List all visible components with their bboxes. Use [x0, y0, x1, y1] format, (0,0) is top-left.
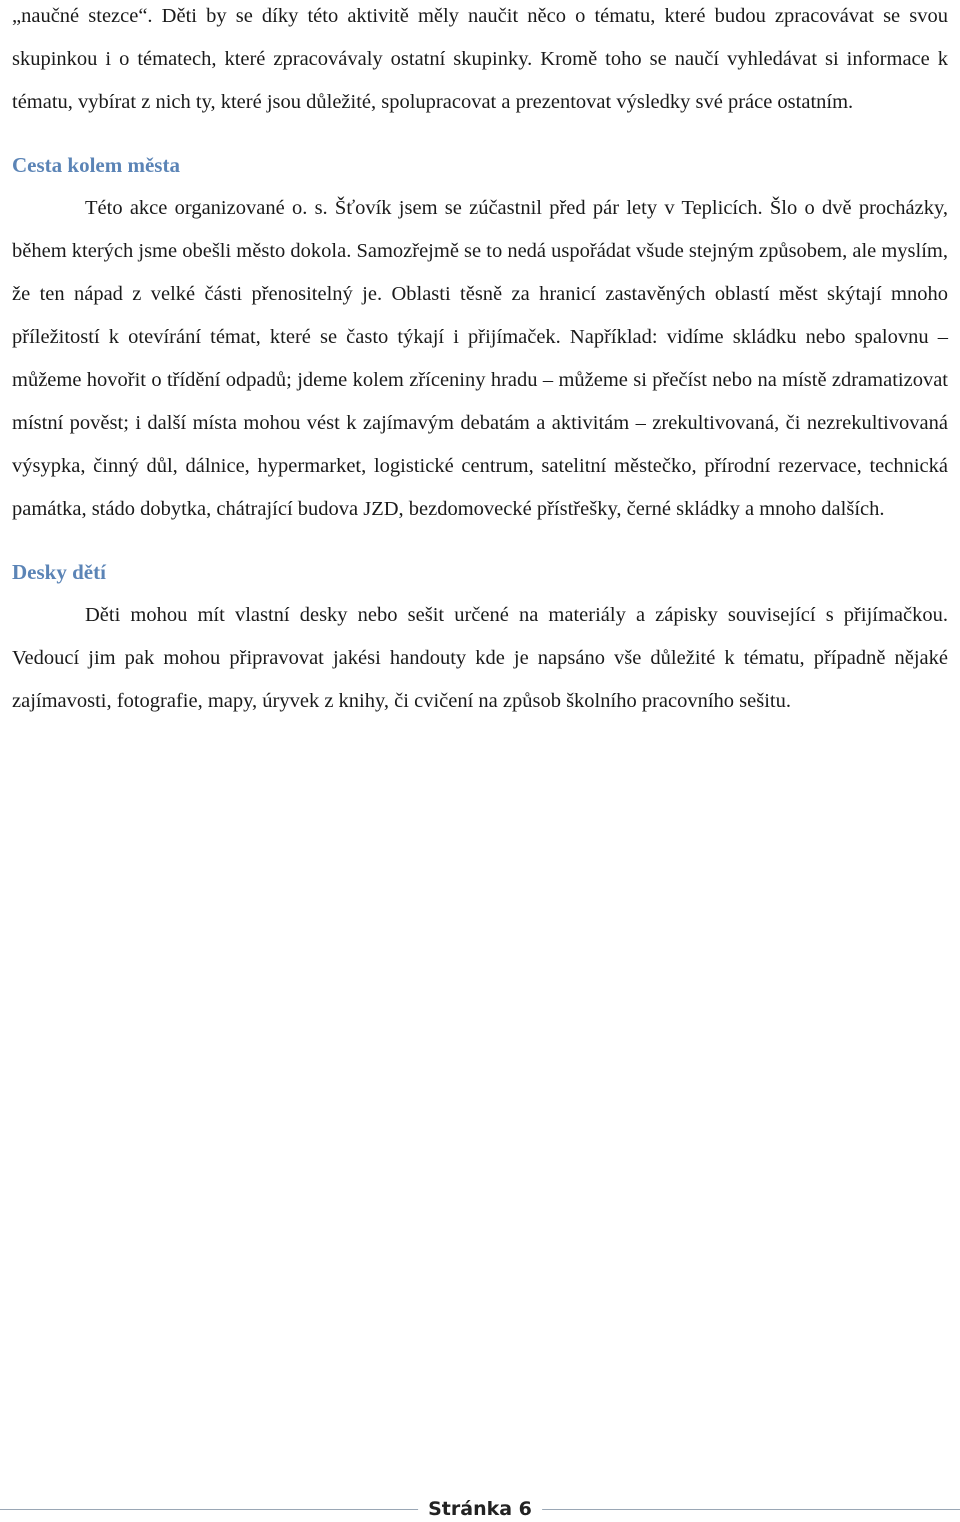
- folders-paragraph: Děti mohou mít vlastní desky nebo sešit určené na materiály a zápisky související s přijímačkou. Vedoucí jim pak mohou připravovat jakési handouty kde je napsáno vše důležité k tématu, případně nějaké zajímavosti, fotografie, mapy, úryvek z knihy, či cvičení na způsob školního pracovního sešitu.: [12, 604, 948, 712]
- intro-paragraph: „naučné stezce“. Děti by se díky této aktivitě měly naučit něco o tématu, které budou zpracovávat se svou skupinkou i o tématech, které zpracovávaly ostatní skupinky. Kromě toho se naučí vyhledávat si informace k tématu, vybírat z nich ty, které jsou důležité, spolupracovat a prezentovat výsledky své práce ostatním.: [12, 5, 948, 113]
- section-heading-folders: Desky dětí: [12, 560, 106, 584]
- page-footer: [0, 1496, 960, 1522]
- section-heading-city-walk: Cesta kolem města: [12, 153, 180, 177]
- page-number: Stránka 6: [418, 1496, 542, 1522]
- city-walk-paragraph: Této akce organizované o. s. Šťovík jsem se zúčastnil před pár lety v Teplicích. Šlo o dvě procházky, během kterých jsme obešli město dokola. Samozřejmě se to nedá uspořádat všude stejným způsobem, ale myslím, že ten nápad z velké části přenositelný je. Oblasti těsně za hranicí zastavěných oblastí měst skýtají mnoho příležitostí k otevírání témat, které se často týkají i přijímaček. Například: vidíme skládku nebo spalovnu – můžeme hovořit o třídění odpadů; jdeme kolem zříceniny hradu – můžeme si přečíst nebo na místě zdramatizovat místní pověst; i další místa mohou vést k zajímavým debatám a aktivitám – zrekultivovaná, či nezrekultivovaná výsypka, činný důl, dálnice, hypermarket, logistické centrum, satelitní městečko, přírodní rezervace, technická památka, stádo dobytka, chátrající budova JZD, bezdomovecké přístřešky, černé skládky a mnoho dalších.: [12, 197, 948, 520]
- document-page: [12, 0, 948, 723]
